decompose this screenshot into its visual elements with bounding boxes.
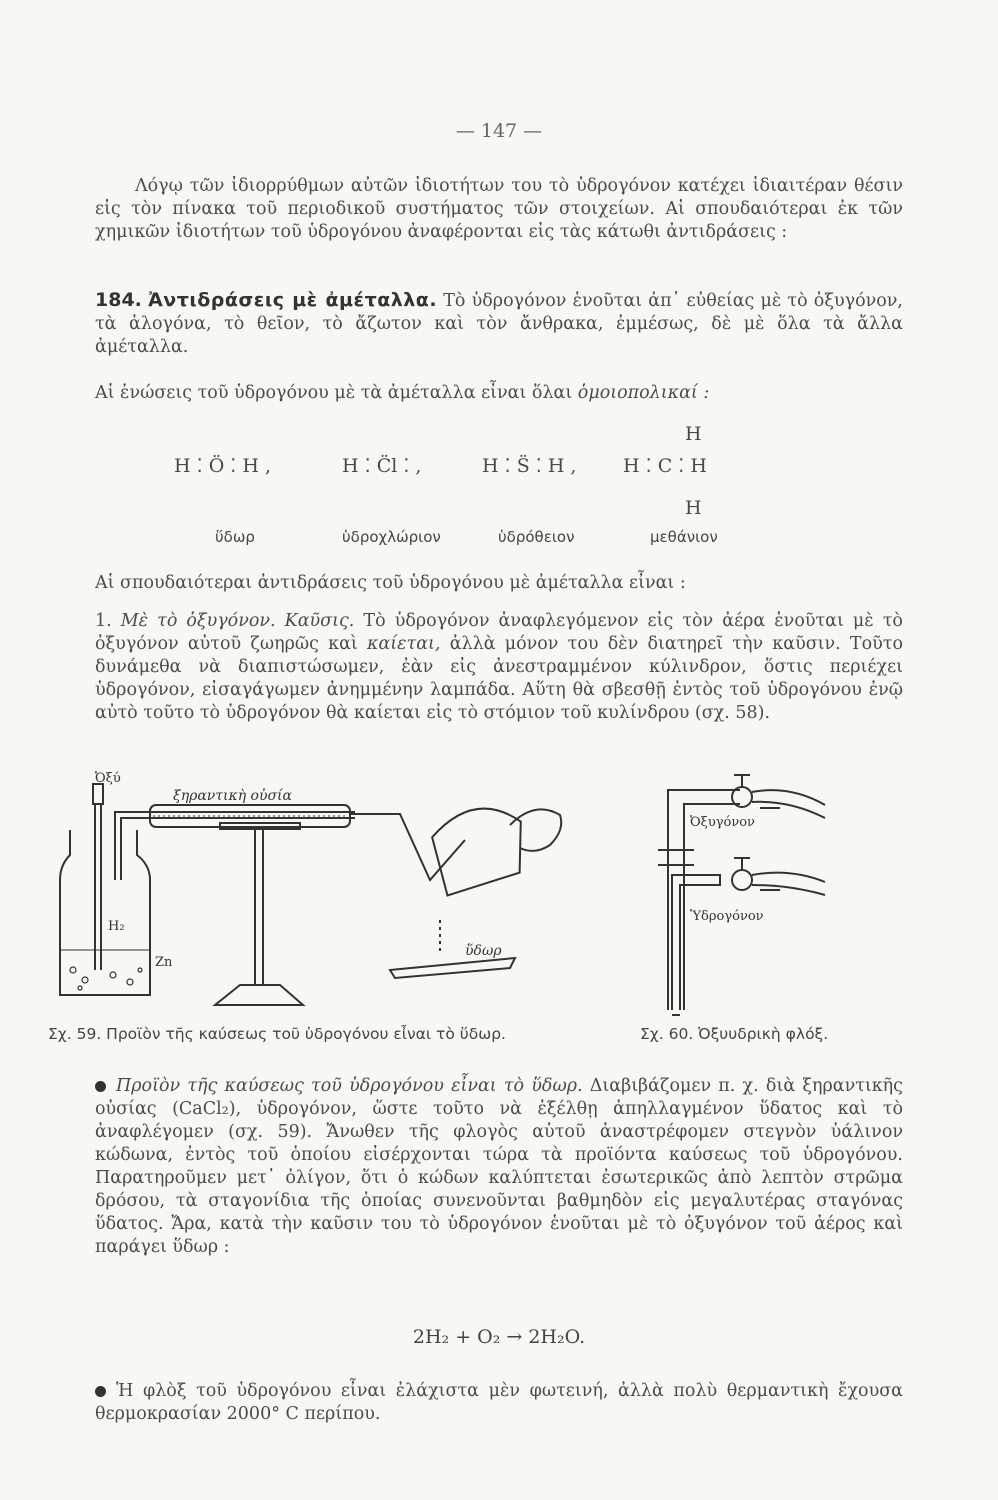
lewis-formulas [160,415,800,565]
reactions-intro-paragraph [95,572,903,595]
collecting-dish [390,958,515,978]
oxygen-hose [752,790,825,818]
intro-text: Λόγῳ τῶν ἰδιορρύθμων αὐτῶν ἰδιοτήτων του τὸ ὑδρογόνον κατέχει ἰδιαιτέραν θέσιν εἰς τὸν πίνακα τοῦ περιοδικοῦ συστήματος τῶν στοιχείων. Αἱ σπουδαιότεραι ἐκ τῶν χημικῶν ἰδιοτήτων τοῦ ὑδρογόνου ἀναφέρονται εἰς τὰς κάτωθι ἀντιδράσεις : [95,176,903,242]
bullet-marker [95,1081,106,1092]
methane-top-h: H [685,423,702,445]
fig60-label-oxygen: Ὀξυγόνον [690,815,755,830]
item-1-text-italic: καίεται, [367,634,441,654]
inner-tube [672,875,720,1010]
bell-jar [429,802,532,896]
label-hcl: ὑδροχλώριον [342,528,441,546]
label-h2s: ὑδρόθειον [498,528,575,546]
fig59-label-h2: H₂ [108,919,125,934]
product-text: Διαβιβάζομεν π. χ. διὰ ξηραντικῆς οὐσίας (CaCl₂), ὑδρογόνον, ὥστε τοῦτο νὰ ἐξέλθῃ ἀπηλλαγμένον ὕδατος καὶ τὸ ἀναφλέγομεν (σχ. 59). Ἄνωθεν τῆς φλογὸς αὐτοῦ ἀναστρέφομεν στεγνὸν ὑάλινον κώδωνα, ἐντὸς τοῦ ὁποίου εἰσέρχονται τώρα τὰ προϊόντα καύσεως τοῦ ὑδρογόνου. Παρατηροῦμεν μετ᾽ ὀλίγον, ὅτι ὁ κώδων καλύπτεται ἐσωτερικῶς ἀπὸ λεπτὸν στρῶμα δρόσου, τὰ σταγονίδια τῆς ὁποίας συνενοῦνται βαθμηδὸν εἰς μεγαλυτέρας σταγόνας ὕδατος. Ἄρα, κατὰ τὴν καῦσιν του τὸ ὑδρογόνον ἑνοῦται μὲ τὸ ὀξυγόνον τοῦ ἀέρος καὶ παράγει ὕδωρ : [95,1076,903,1257]
fig60-label-hydrogen: Ὑδρογόνον [690,909,764,924]
page-number: — 147 — [455,120,543,142]
section-number: 184. [95,289,142,311]
section-184 [95,289,903,359]
gas-flask [60,830,150,995]
section-title: Ἀντιδράσεις μὲ ἀμέταλλα. [148,289,438,311]
flame-text: Ἡ φλὸξ τοῦ ὑδρογόνου εἶναι ἐλάχιστα μὲν φωτεινή, ἀλλὰ πολὺ θερμαντικὴ ἔχουσα θερμοκρασίαν 2000° C περίπου. [95,1381,903,1424]
hydrogen-hose [752,873,825,895]
hand-holding-jar [510,809,561,851]
product-paragraph [95,1075,903,1259]
bullet-marker [95,1386,106,1397]
formula-h2s: H ⁚ S̈ ⁚ H , [482,455,577,477]
fig59-label-zn: Zn [155,955,173,970]
flame-paragraph [95,1380,903,1426]
figure-59-caption: Σχ. 59. Προϊὸν τῆς καύσεως τοῦ ὑδρογόνου εἶναι τὸ ὕδωρ. [48,1025,506,1043]
oxygen-stopcock [732,787,752,807]
funnel-top [93,784,103,804]
compounds-intro: Αἱ ἑνώσεις τοῦ ὑδρογόνου μὲ τὰ ἀμέταλλα εἶναι ὅλαι [95,383,573,403]
intro-paragraph [95,175,903,244]
hydrogen-stopcock [732,870,752,890]
item-1-text-b: ἀλλὰ μόνον του δὲν διατηρεῖ τὴν καῦσιν. Τοῦτο δυνάμεθα νὰ διαπιστώσωμεν, ἐὰν εἰς ἀνεστραμμένον κύλινδρον, ὅστις περιέχει ὑδρογόνον, εἰσαγάγωμεν ἀνημμένην λαμπάδα. Αὕτη θὰ σβεσθῇ ἐντὸς τοῦ ὑδρογόνου ἐνῷ αὐτὸ τοῦτο τὸ ὑδρογόνον θὰ καίεται εἰς τὸ στόμιον τοῦ κυλίνδρου (σχ. 58). [95,634,903,723]
fig59-label-water: ὕδωρ [465,943,502,959]
formula-methane: H ⁚ C ⁚ H [623,455,707,477]
item-1-text-a: Τὸ ὑδρογόνον ἀναφλεγόμενον εἰς τὸν ἀέρα ἑνοῦται μὲ τὸ ὀξυγόνον αὐτοῦ ζωηρῶς καὶ [95,611,903,654]
fig59-label-oxy: Ὀξύ [95,771,121,786]
product-title: Προϊὸν τῆς καύσεως τοῦ ὑδρογόνου εἶναι τὸ ὕδωρ. [116,1076,583,1096]
label-methane: μεθάνιον [650,528,718,546]
formula-hcl: H ⁚ C̈l ⁚ , [342,455,422,477]
figure-60-caption: Σχ. 60. Ὀξυυδρικὴ φλόξ. [640,1025,829,1043]
label-water: ὕδωρ [215,528,255,546]
combustion-equation: 2H₂ + O₂ → 2H₂O. [412,1326,586,1348]
item-1-title: Μὲ τὸ ὀξυγόνον. Καῦσις. [120,611,355,631]
methane-bottom-h: H [685,497,702,519]
section-text: Τὸ ὑδρογόνον ἑνοῦται ἀπ᾽ εὐθείας μὲ τὸ ὀξυγόνον, τὰ ἁλογόνα, τὸ θεῖον, τὸ ἄζωτον καὶ τὸν ἄνθρακα, ἐμμέσως, δὲ μὲ ὅλα τὰ ἄλλα ἀμέταλλα. [95,291,903,357]
formula-water: H ⁚ Ö ⁚ H , [174,455,272,477]
reactions-intro: Αἱ σπουδαιότεραι ἀντιδράσεις τοῦ ὑδρογόνου μὲ ἀμέταλλα εἶναι : [95,573,686,593]
compounds-intro-italic: ὁμοιοπολικαί : [577,383,710,403]
fig59-label-drying: ξηραντικὴ οὐσία [173,788,292,804]
stand-base [215,985,303,1005]
item-1-number: 1. [95,611,112,631]
figure-59-apparatus [45,770,595,1020]
figure-60-oxyhydrogen-burner [650,770,850,1020]
compounds-paragraph [95,382,903,405]
item-1-paragraph [95,610,903,725]
